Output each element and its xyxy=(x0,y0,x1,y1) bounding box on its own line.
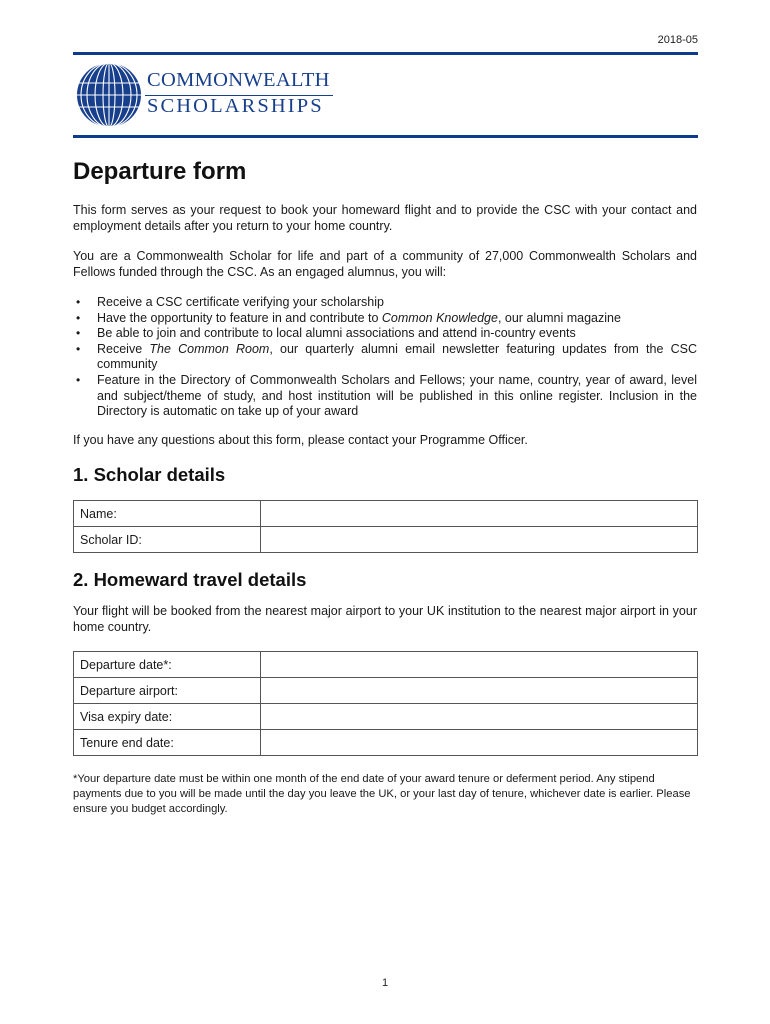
tenure-end-date-label: Tenure end date: xyxy=(74,730,261,756)
logo-text-commonwealth: COMMONWEALTH xyxy=(147,69,330,91)
logo-text-scholarships: SCHOLARSHIPS xyxy=(147,95,324,117)
tenure-end-date-field[interactable] xyxy=(261,730,697,755)
page-title: Departure form xyxy=(73,158,247,185)
commonwealth-scholarships-logo xyxy=(75,61,345,129)
table-row xyxy=(74,527,698,553)
table-row xyxy=(74,678,698,704)
header-rule-top xyxy=(73,52,698,55)
bullet-icon: • xyxy=(76,372,81,387)
scholar-id-cell xyxy=(261,527,698,553)
list-item xyxy=(73,373,697,420)
departure-airport-cell xyxy=(261,678,698,704)
list-item-text: Receive a CSC certificate verifying your scholarship xyxy=(97,295,384,309)
publication-name: The Common Room xyxy=(149,341,270,356)
visa-expiry-date-label: Visa expiry date: xyxy=(74,704,261,730)
scholar-id-field[interactable] xyxy=(261,527,697,552)
list-item-text: Feature in the Directory of Commonwealth Scholars and Fellows; your name, country, year of award, level and subject/theme of study, and host institution will be published in this online register. Inclusion in the Directory is automatic on take up of your award xyxy=(97,372,697,419)
publication-name: Common Knowledge xyxy=(381,310,498,325)
header-rule-bottom xyxy=(73,135,698,138)
section-title-scholar-details: 1. Scholar details xyxy=(73,464,226,485)
tenure-end-date-cell xyxy=(261,730,698,756)
list-item xyxy=(73,295,697,311)
departure-date-cell xyxy=(261,652,698,678)
departure-date-label: Departure date*: xyxy=(74,652,261,678)
bullet-icon: • xyxy=(76,295,81,309)
document-version-date: 2018-05 xyxy=(657,34,698,46)
table-row xyxy=(74,652,698,678)
page-number: 1 xyxy=(381,977,389,989)
list-item-text: Be able to join and contribute to local alumni associations and attend in-country events xyxy=(97,326,576,341)
list-item-text: , our alumni magazine xyxy=(497,310,621,325)
scholar-details-table xyxy=(73,500,698,553)
section-title-homeward-travel: 2. Homeward travel details xyxy=(73,569,307,590)
bullet-icon: • xyxy=(76,326,81,341)
bullet-icon: • xyxy=(76,310,81,325)
scholar-id-label: Scholar ID: xyxy=(74,527,261,553)
bullet-icon: • xyxy=(76,341,81,356)
table-row xyxy=(74,704,698,730)
name-field[interactable] xyxy=(261,501,697,526)
name-label: Name: xyxy=(74,501,261,527)
travel-description: Your flight will be booked from the nearest major airport to your UK institution to the nearest major airport in your home country. xyxy=(73,604,697,634)
departure-date-field[interactable] xyxy=(261,652,697,677)
list-item xyxy=(73,326,697,342)
contact-note: If you have any questions about this form, please contact your Programme Officer. xyxy=(73,433,528,447)
list-item-text: Receive xyxy=(97,341,150,356)
list-item xyxy=(73,311,697,327)
departure-date-footnote: *Your departure date must be within one month of the end date of your award tenure or deferment period. Any stipend payments due to you will be made until the day you leave the UK, or your last day of tenure, whichever date is earlier. Please ensure you budget accordingly. xyxy=(73,773,691,815)
departure-airport-label: Departure airport: xyxy=(74,678,261,704)
name-cell xyxy=(261,501,698,527)
homeward-travel-table xyxy=(73,651,698,756)
globe-icon xyxy=(75,61,143,129)
alumni-benefits-list xyxy=(73,295,697,420)
intro-paragraph: This form serves as your request to book your homeward flight and to provide the CSC with your contact and employment details after you return to your home country. xyxy=(73,203,697,233)
list-item xyxy=(73,342,697,373)
visa-expiry-date-field[interactable] xyxy=(261,704,697,729)
table-row xyxy=(74,730,698,756)
table-row xyxy=(74,501,698,527)
alumni-paragraph: You are a Commonwealth Scholar for life and part of a community of 27,000 Commonwealth Scholars and Fellows funded through the CSC. As an engaged alumnus, you will: xyxy=(73,249,697,279)
list-item-text: Have the opportunity to feature in and contribute to xyxy=(97,310,382,325)
departure-airport-field[interactable] xyxy=(261,678,697,703)
list-item-text: , our quarterly alumni email newsletter featuring updates from the CSC community xyxy=(97,341,697,372)
visa-expiry-date-cell xyxy=(261,704,698,730)
